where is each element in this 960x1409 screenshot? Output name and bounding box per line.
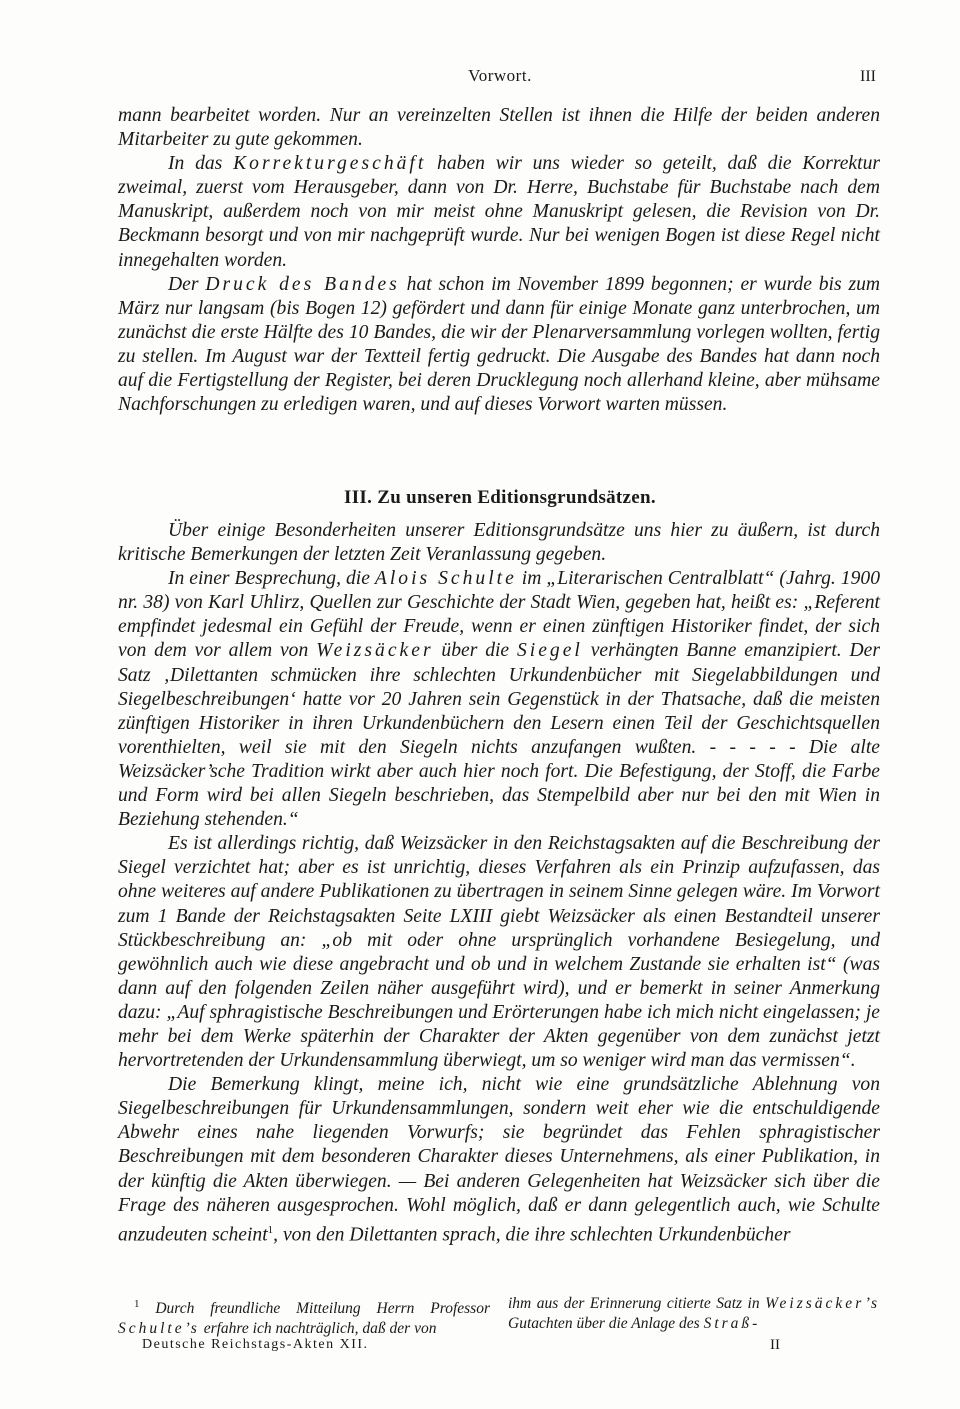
paragraph-intro: Über einige Besonderheiten unserer Editionsgrundsätze uns hier zu äußern, ist durch kritische Bemerkungen der letzten Zeit Veranlassung gegeben. (118, 520, 880, 566)
text-block-main (118, 519, 880, 1247)
paragraph-quote (118, 567, 880, 832)
text-run: verhängten Banne emanzipiert. Der Satz ‚Dilettanten schmücken ihre schlechten Urkundenbücher mit Siegelabbildungen und Siegelbeschreibungen‘ hatte vor 20 Jahren sein Gegenstück in der Thatsache, daß die meisten zünftigen Historiker in ihren Urkundenbüchern den Lesern einen Teil der Geschichtsquellen vorenthielten, weil sie mit den Siegeln nichts anzufangen wußten. - - - - - Die alte Weizsäcker’sche Tradition wirkt aber auch hier noch fort. Die Befestigung, der Stoff, die Farbe und Form wird bei allen Siegeln beschrieben, das Stempelbild aber nur bei den mit Wien in Beziehung stehenden.“ (118, 640, 880, 831)
spaced-name: Schulte’s (118, 1320, 200, 1338)
text-run: im „Literarischen Centralblatt“ (Jahrg. 1900 nr. 38) von Karl Uhlirz, Quellen zur Geschichte der Stadt Wien, gegeben hat, heißt es: „Referent empfindet jedesmal ein Gefühl der Freude, wenn er einen zünftigen Historiker findet, der sich von dem vor allem von (118, 568, 880, 662)
running-head-title: Vorwort. (468, 66, 532, 85)
spaced-name: Weizsäcker’s (765, 1295, 880, 1312)
footnotes (118, 1294, 880, 1339)
spaced-term: Korrekturgeschäft (233, 153, 427, 175)
page-number: III (860, 68, 876, 85)
spaced-name: Straß- (703, 1315, 761, 1332)
paragraph-bemerkung (118, 1073, 880, 1247)
text-run: Die Bemerkung klingt, meine ich, nicht wie eine grundsätzliche Ablehnung von Siegelbeschreibungen für Urkundensammlungen, sondern weit eher wie die entschuldigende Abwehr eines nahe liegenden Vorwurfs; sie begründet das Fehlen sphragistischer Beschreibungen mit dem besonderen Charakter dieses Unternehmens, als einer Publikation, in der künftig die Akten überwiegen. — Bei anderen Gelegenheiten hat Weizsäcker sich über die Frage des näheren ausgesprochen. Wohl möglich, daß er dann gelegentlich auch, wie Schulte anzudeuten scheint (118, 1074, 880, 1246)
paragraph-continued: mann bearbeitet worden. Nur an vereinzelten Stellen ist ihnen die Hilfe der beiden anderen Mitarbeiter zu gute gekommen. (118, 105, 880, 151)
paragraph-korrektur (118, 152, 880, 272)
text-run: hat schon im November 1899 begonnen; er wurde bis zum März nur langsam (bis Bogen 12) gefördert und dann für einige Monate ganz unterbrochen, um zunächst die erste Hälfte des 10 Bandes, die wir der Plenarversammlung vorlegen wollten, fertig zu stellen. Im August war der Textteil fertig gedruckt. Die Ausgabe des Bandes hat dann noch auf die Fertigstellung der Register, bei deren Drucklegung noch allerhand kleine, aber mühsame Nachforschungen zu erledigen waren, und auf dieses Vorwort warten müssen. (118, 273, 881, 416)
footer-series-title: Deutsche Reichstags-Akten XII. (142, 1337, 369, 1352)
text-run: erfahre ich nachträglich, daß der von (199, 1320, 437, 1338)
paragraph-druck (118, 273, 880, 418)
footnote-column-right (508, 1294, 880, 1339)
footnote-marker: 1 (134, 1298, 140, 1310)
text-run: Der (168, 273, 206, 295)
footnote-reference: 1 (267, 1223, 274, 1236)
running-head (0, 66, 960, 88)
text-run: haben wir uns wieder so geteilt, daß die Korrektur zweimal, zuerst vom Herausgeber, dann von Dr. Herre, Buchstabe für Buchstabe nach dem Manuskript, außerdem noch von mir meist ohne Manuskript gelesen, die Revision von Dr. Beckmann besorgt und von mir nachgeprüft wurde. Nur bei wenigen Bogen ist diese Regel nicht innegehalten worden. (118, 153, 880, 271)
text-run: In einer Besprechung, die (168, 568, 375, 590)
spaced-term: Siegel (516, 640, 583, 662)
text-run: Durch freundliche Mitteilung Herrn Professor (139, 1300, 490, 1318)
text-run: , von den Dilettanten sprach, die ihre schlechten Urkundenbücher (273, 1224, 791, 1246)
text-run: ihm aus der Erinnerung citierte Satz in (508, 1295, 766, 1312)
spaced-name: Alois Schulte (374, 568, 517, 590)
page-footer (142, 1337, 780, 1357)
paragraph-weizsaecker: Es ist allerdings richtig, daß Weizsäcker in den Reichstagsakten auf die Beschreibung der Siegel verzichtet hat; aber es ist unrichtig, dieses Verfahren als ein Prinzip aufzufassen, das ohne weiteres auf andere Publikationen zu übertragen in seinem Sinne gelegen wäre. Im Vorwort zum 1 Bande der Reichstagsakten Seite LXIII giebt Weizsäcker als einen Bestandteil unserer Stückbeschreibung an: „ob mit oder ohne ursprünglich vorhandene Besiegelung, und gewöhnlich auch wie diese angebracht und ob und in welchem Zustande sie erhalten ist“ (was dann auf den folgenden Zeilen näher ausgeführt wird), und er bemerkt in seiner Anmerkung dazu: „Auf sphragistische Beschreibungen und Erörterungen habe ich mich nicht eingelassen; je mehr bei dem Werke späterhin der Charakter der Akten gegenüber von dem zunächst jetzt hervortretenden der Urkundensammlung überwiegt, um so weniger wird man das vermissen“. (118, 833, 880, 1072)
spaced-name: Weizsäcker (316, 640, 434, 662)
footnote-column-left (118, 1294, 490, 1339)
text-run: über die (433, 640, 517, 662)
signature-mark: II (770, 1337, 780, 1353)
section-heading: III. Zu unseren Editionsgrundsätzen. (344, 487, 656, 508)
text-run: Gutachten über die Anlage des (508, 1315, 704, 1332)
text-run: In das (168, 153, 234, 175)
spaced-term: Druck des Bandes (205, 273, 400, 295)
text-block-top (118, 104, 880, 417)
